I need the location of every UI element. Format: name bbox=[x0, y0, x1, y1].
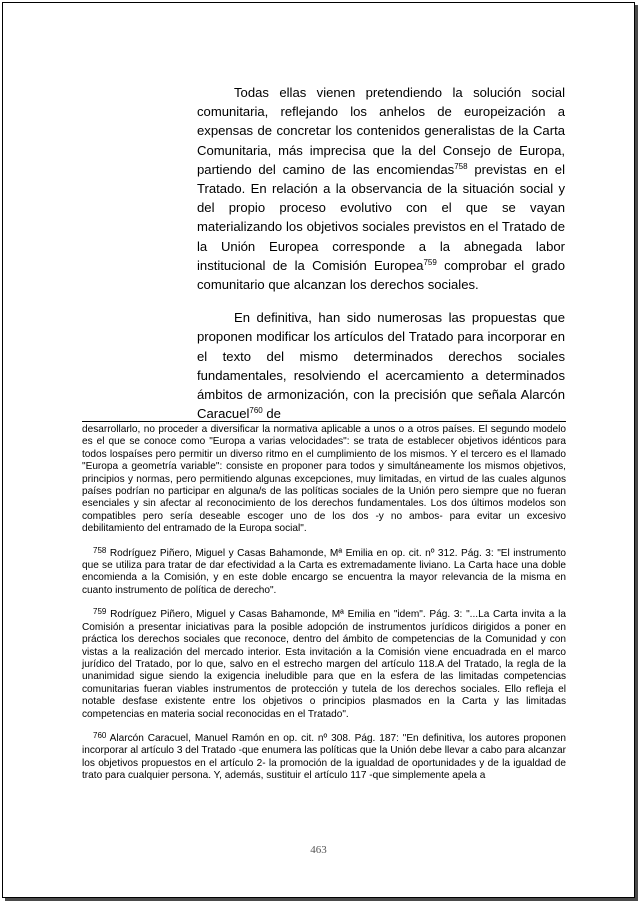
footnote-ref-758[interactable]: 758 bbox=[454, 161, 468, 171]
footnote-separator bbox=[82, 421, 566, 422]
footnote-number: 760 bbox=[93, 730, 107, 740]
footnote-continued: desarrollarlo, no proceder a diversificar la normativa aplicable a unos o a otros países. El segundo modelo es el que se conoce como "Europa a varias velocidades": se trata de establecer objetivos idénticos para todos lospaíses pero permitir un diverso ritmo en el cumplimiento de los mismos. Y el tercero es el llamado "Europa a geometría variable": consiste en proponer para todos y simultáneamente los mismos objetivos, principios y normas, pero permitiendo algunas excepciones, muy limitadas, en virtud de las cuales algunos países podrían no participar en alguna/s de las políticas sociales de la Unión pero siempre que no fueran esenciales y sin afectar al reconocimiento de los derechos fundamentales. Los dos últimos modelos son compatibles pero sería deseable escoger uno de los dos -y no ambos- para evitar un excesivo debilitamiento del entramado de la Europa social". bbox=[82, 424, 566, 535]
footnote-760: $^{760}$ Alarcón Caracuel, Manuel Ramón en op. cit. nº 308. Pág. 187: "En definitiva, los autores proponen incorporar al artículo 3 del Tratado -que enumera las políticas que la Unión debe llevar a cabo para alcanzar los objetivos propuestos en el artículo 2- la promoción de la igualdad de oportunidades y de la igualdad de trato para cualquier persona. Y, además, sustituir el artículo 117 -que simplemente apela a bbox=[82, 730, 566, 782]
paragraph-2: En definitiva, han sido numerosas las propuestas que proponen modificar los artículos del Tratado para incorporar en el texto del mismo determinados derechos sociales fundamentales, resolviendo el acercamiento a determinados ámbitos de armonización, con la precisión que señala Alarcón Caracuel$^{760}$ de bbox=[197, 310, 565, 422]
footnote-number: 758 bbox=[93, 545, 107, 555]
footnote-ref-760[interactable]: 760 bbox=[249, 406, 263, 416]
main-text bbox=[197, 83, 565, 437]
page-number: 463 bbox=[310, 844, 327, 856]
footnote-759: $^{759}$ Rodríguez Piñero, Miguel y Casas Bahamonde, Mª Emilia en "idem". Pág. 3: "...La Carta invita a la Comisión a presentar iniciativas para la posible adopción de instrumentos jurídicos dirigidos a poner en práctica los derechos sociales que reconoce, dentro del ámbito de competencias de la Comunidad y con vistas a la realización del mercado interior. Esta invitación a la Comisión viene encuadrada en el marco jurídico del Tratado, por lo que, salvo en el estrecho margen del artículo 118.A del Tratado, la regla de la unanimidad sigue siendo la exigencia ineludible para que en la esfera de las limitadas competencias comunitarias fueran viables instrumentos de protección y tutela de los derechos sociales. Ello refleja el notable desfase existente entre los objetivos o principios plasmados en la Carta y las limitadas competencias en materia social reconocidas en el Tratado". bbox=[82, 607, 566, 720]
paragraph-1: Todas ellas vienen pretendiendo la solución social comunitaria, reflejando los anhelos de europeización a expensas de concretar los contenidos generalistas de la Carta Comunitaria, más imprecisa que la del Consejo de Europa, partiendo del camino de las encomiendas$^{758}$ previstas en el Tratado. En relación a la observancia de la situación social y del propio proceso evolutivo con el que se vayan materializando los objetivos sociales previstos en el Tratado de la Unión Europea corresponde a la abnegada labor institucional de la Comisión Europea$^{759}$ comprobar el grado comunitario que alcanzan los derechos sociales. bbox=[197, 85, 565, 293]
footnotes bbox=[82, 424, 566, 795]
document-page bbox=[2, 2, 635, 898]
footnote-number: 759 bbox=[93, 607, 107, 617]
footnote-758: $^{758}$ Rodríguez Piñero, Miguel y Casas Bahamonde, Mª Emilia en op. cit. nº 312. Pág. 3: "El instrumento que se utiliza para tratar de dar efectividad a la Carta es extremadamente liviano. La Carta hace una doble encomienda a la Comisión, y en este doble encargo se encuentra la mayor relevancia de la misma en cuanto instrumento de política de derecho". bbox=[82, 545, 566, 596]
footnote-ref-759[interactable]: 759 bbox=[423, 257, 437, 267]
